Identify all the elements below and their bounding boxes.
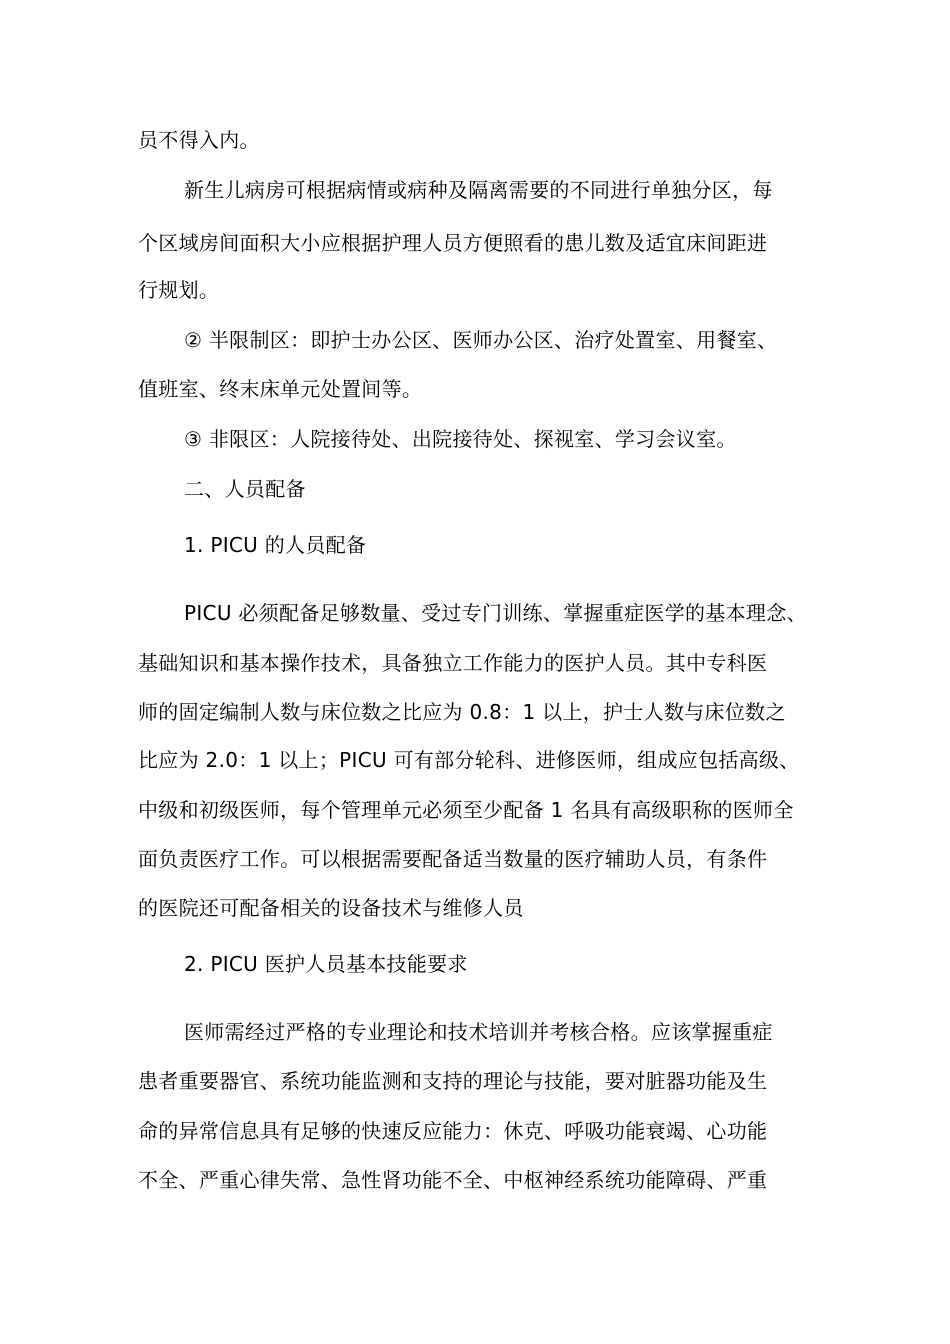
paragraph-line: ③ 非限区：人院接待处、出院接待处、探视室、学习会议室。: [184, 427, 737, 451]
paragraph-line: 员不得入内。: [138, 128, 260, 152]
paragraph-line: 的医院还可配备相关的设备技术与维修人员: [138, 896, 524, 920]
paragraph-line: 个区域房间面积大小应根据护理人员方便照看的患儿数及适宜床间距进: [138, 231, 768, 255]
paragraph-line: 医师需经过严格的专业理论和技术培训并考核合格。应该掌握重症: [184, 1020, 773, 1044]
paragraph-line: 新生儿病房可根据病情或病种及隔离需要的不同进行单独分区，每: [184, 178, 773, 202]
paragraph-line: 师的固定编制人数与床位数之比应为 0.8：1 以上，护士人数与床位数之: [138, 700, 786, 724]
paragraph-line: 患者重要器官、系统功能监测和支持的理论与技能，要对脏器功能及生: [138, 1069, 768, 1093]
paragraph-line: 比应为 2.0：1 以上；PICU 可有部分轮科、进修医师，组成应包括高级、: [138, 748, 800, 772]
paragraph-line: 不全、严重心律失常、急性肾功能不全、中枢神经系统功能障碍、严重: [138, 1168, 768, 1192]
paragraph-line: PICU 必须配备足够数量、受过专门训练、掌握重症医学的基本理念、: [184, 601, 807, 625]
section-heading: 二、人员配备: [184, 477, 306, 501]
paragraph-line: ② 半限制区：即护士办公区、医师办公区、治疗处置室、用餐室、: [184, 328, 778, 352]
paragraph-line: 行规划。: [138, 278, 220, 302]
paragraph-line: 命的异常信息具有足够的快速反应能力：休克、呼吸功能衰竭、心功能: [138, 1119, 768, 1143]
paragraph-line: 值班室、终末床单元处置间等。: [138, 377, 423, 401]
paragraph-line: 面负责医疗工作。可以根据需要配备适当数量的医疗辅助人员，有条件: [138, 847, 768, 871]
paragraph-line: 基础知识和基本操作技术，具备独立工作能力的医护人员。其中专科医: [138, 651, 768, 675]
subsection-heading: 2. PICU 医护人员基本技能要求: [184, 952, 468, 976]
subsection-heading: 1. PICU 的人员配备: [184, 533, 367, 557]
paragraph-line: 中级和初级医师，每个管理单元必须至少配备 1 名具有高级职称的医师全: [138, 798, 794, 822]
